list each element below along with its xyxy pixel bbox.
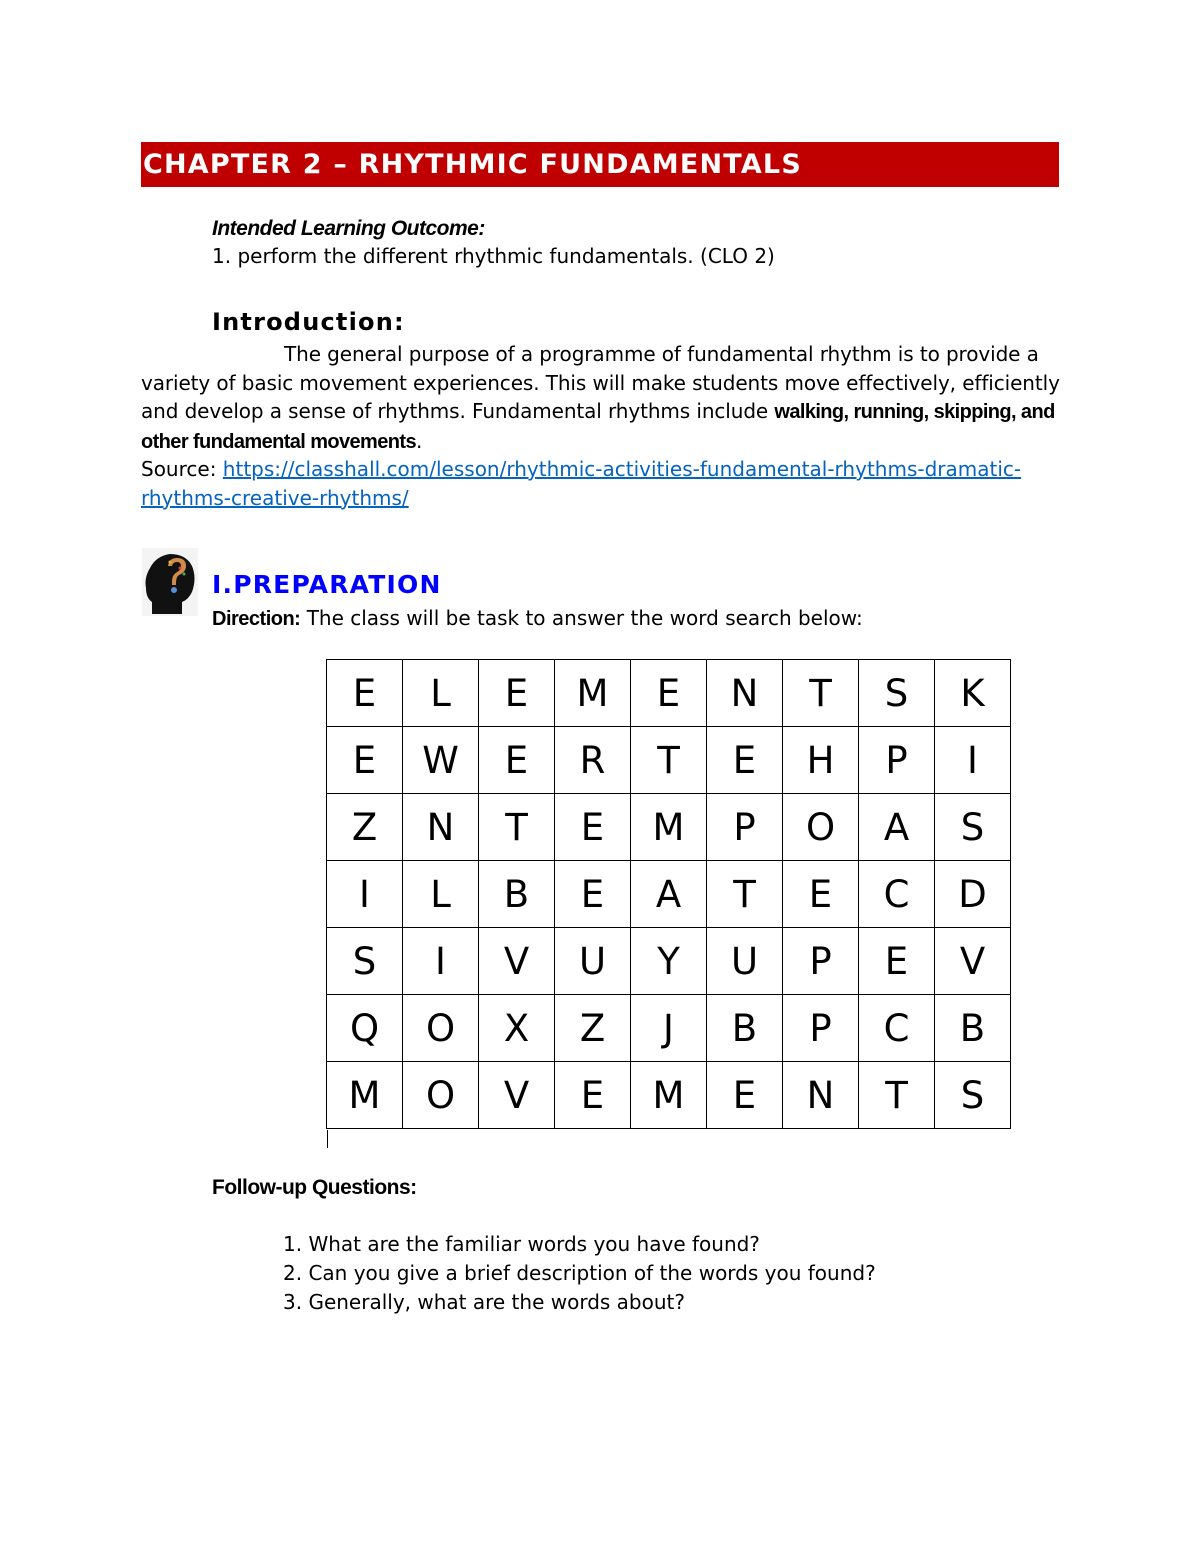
grid-cell: B <box>935 995 1011 1062</box>
grid-cell: E <box>859 928 935 995</box>
source-link[interactable]: https://classhall.com/lesson/rhythmic-activities-fundamental-rhythms-dramatic-rhythms-creative-rhythms/ <box>141 457 1022 510</box>
grid-cell: O <box>403 1062 479 1129</box>
preparation-heading: I.PREPARATION <box>212 570 442 599</box>
grid-cell: E <box>631 660 707 727</box>
learning-outcome-heading: Intended Learning Outcome: <box>212 217 485 240</box>
grid-cell: V <box>479 1062 555 1129</box>
grid-cell: S <box>859 660 935 727</box>
grid-cell: W <box>403 727 479 794</box>
grid-cell: I <box>935 727 1011 794</box>
grid-cell: N <box>403 794 479 861</box>
learning-outcome-item: 1. perform the different rhythmic fundamentals. (CLO 2) <box>212 244 775 268</box>
grid-cell: K <box>935 660 1011 727</box>
grid-cell: E <box>707 727 783 794</box>
grid-cell: Y <box>631 928 707 995</box>
grid-cell: P <box>783 928 859 995</box>
grid-cell: I <box>403 928 479 995</box>
followup-heading: Follow-up Questions: <box>212 1176 417 1199</box>
grid-cell: O <box>783 794 859 861</box>
grid-cell: D <box>935 861 1011 928</box>
grid-cell: Q <box>327 995 403 1062</box>
grid-cell: P <box>859 727 935 794</box>
grid-row <box>327 794 1011 861</box>
source-label: Source: <box>141 457 223 481</box>
grid-cell: T <box>479 794 555 861</box>
grid-cell: M <box>631 1062 707 1129</box>
grid-cell: H <box>783 727 859 794</box>
grid-row <box>327 1062 1011 1129</box>
grid-cell: M <box>631 794 707 861</box>
grid-cell: U <box>555 928 631 995</box>
grid-cell: V <box>935 928 1011 995</box>
grid-cell: L <box>403 861 479 928</box>
grid-cell: P <box>707 794 783 861</box>
grid-row <box>327 660 1011 727</box>
grid-cell: T <box>631 727 707 794</box>
grid-cell: N <box>707 660 783 727</box>
intro-bold-text: walking, running, skipping, and other fundamental movements <box>141 401 1055 453</box>
grid-cell: M <box>555 660 631 727</box>
grid-cell: T <box>783 660 859 727</box>
grid-row <box>327 727 1011 794</box>
grid-cell: S <box>935 794 1011 861</box>
grid-cell: E <box>479 660 555 727</box>
grid-cell: M <box>327 1062 403 1129</box>
word-search-grid <box>326 659 1011 1129</box>
grid-cell: P <box>783 995 859 1062</box>
grid-cell: J <box>631 995 707 1062</box>
question-item: 1. What are the familiar words you have found? <box>283 1232 760 1256</box>
grid-cell: B <box>707 995 783 1062</box>
question-item: 2. Can you give a brief description of the words you found? <box>283 1261 876 1285</box>
chapter-banner <box>141 142 1059 187</box>
text-cursor <box>327 1130 328 1148</box>
grid-cell: A <box>631 861 707 928</box>
grid-row <box>327 928 1011 995</box>
grid-cell: Z <box>327 794 403 861</box>
grid-cell: T <box>707 861 783 928</box>
source-line <box>141 455 1061 512</box>
grid-cell: T <box>859 1062 935 1129</box>
grid-cell: E <box>327 727 403 794</box>
grid-cell: E <box>555 794 631 861</box>
direction-text: The class will be task to answer the word search below: <box>300 606 863 630</box>
grid-cell: R <box>555 727 631 794</box>
grid-row <box>327 861 1011 928</box>
intro-text: The general purpose of a programme of fundamental rhythm is to provide a variety of basic movement experiences. This will make students move effectively, efficiently and develop a sense of rhythms. Fundamental rhythms include <box>141 342 1060 423</box>
grid-cell: C <box>859 861 935 928</box>
grid-cell: E <box>555 1062 631 1129</box>
grid-cell: Z <box>555 995 631 1062</box>
chapter-title: CHAPTER 2 – RHYTHMIC FUNDAMENTALS <box>143 149 802 180</box>
question-item: 3. Generally, what are the words about? <box>283 1290 685 1314</box>
grid-cell: E <box>707 1062 783 1129</box>
grid-cell: S <box>935 1062 1011 1129</box>
direction-label: Direction: <box>212 608 301 630</box>
grid-cell: E <box>479 727 555 794</box>
grid-row <box>327 995 1011 1062</box>
grid-cell: X <box>479 995 555 1062</box>
grid-cell: C <box>859 995 935 1062</box>
grid-cell: L <box>403 660 479 727</box>
grid-cell: V <box>479 928 555 995</box>
grid-cell: E <box>555 861 631 928</box>
grid-cell: U <box>707 928 783 995</box>
grid-cell: I <box>327 861 403 928</box>
grid-cell: A <box>859 794 935 861</box>
question-head-icon <box>142 548 198 616</box>
grid-cell: N <box>783 1062 859 1129</box>
grid-cell: B <box>479 861 555 928</box>
intro-text-end: . <box>415 428 423 453</box>
followup-question-list <box>283 1230 876 1317</box>
introduction-paragraph <box>141 340 1061 456</box>
direction-line <box>212 606 863 631</box>
introduction-heading: Introduction: <box>212 308 405 336</box>
grid-cell: E <box>783 861 859 928</box>
grid-cell: O <box>403 995 479 1062</box>
grid-cell: S <box>327 928 403 995</box>
grid-cell: E <box>327 660 403 727</box>
